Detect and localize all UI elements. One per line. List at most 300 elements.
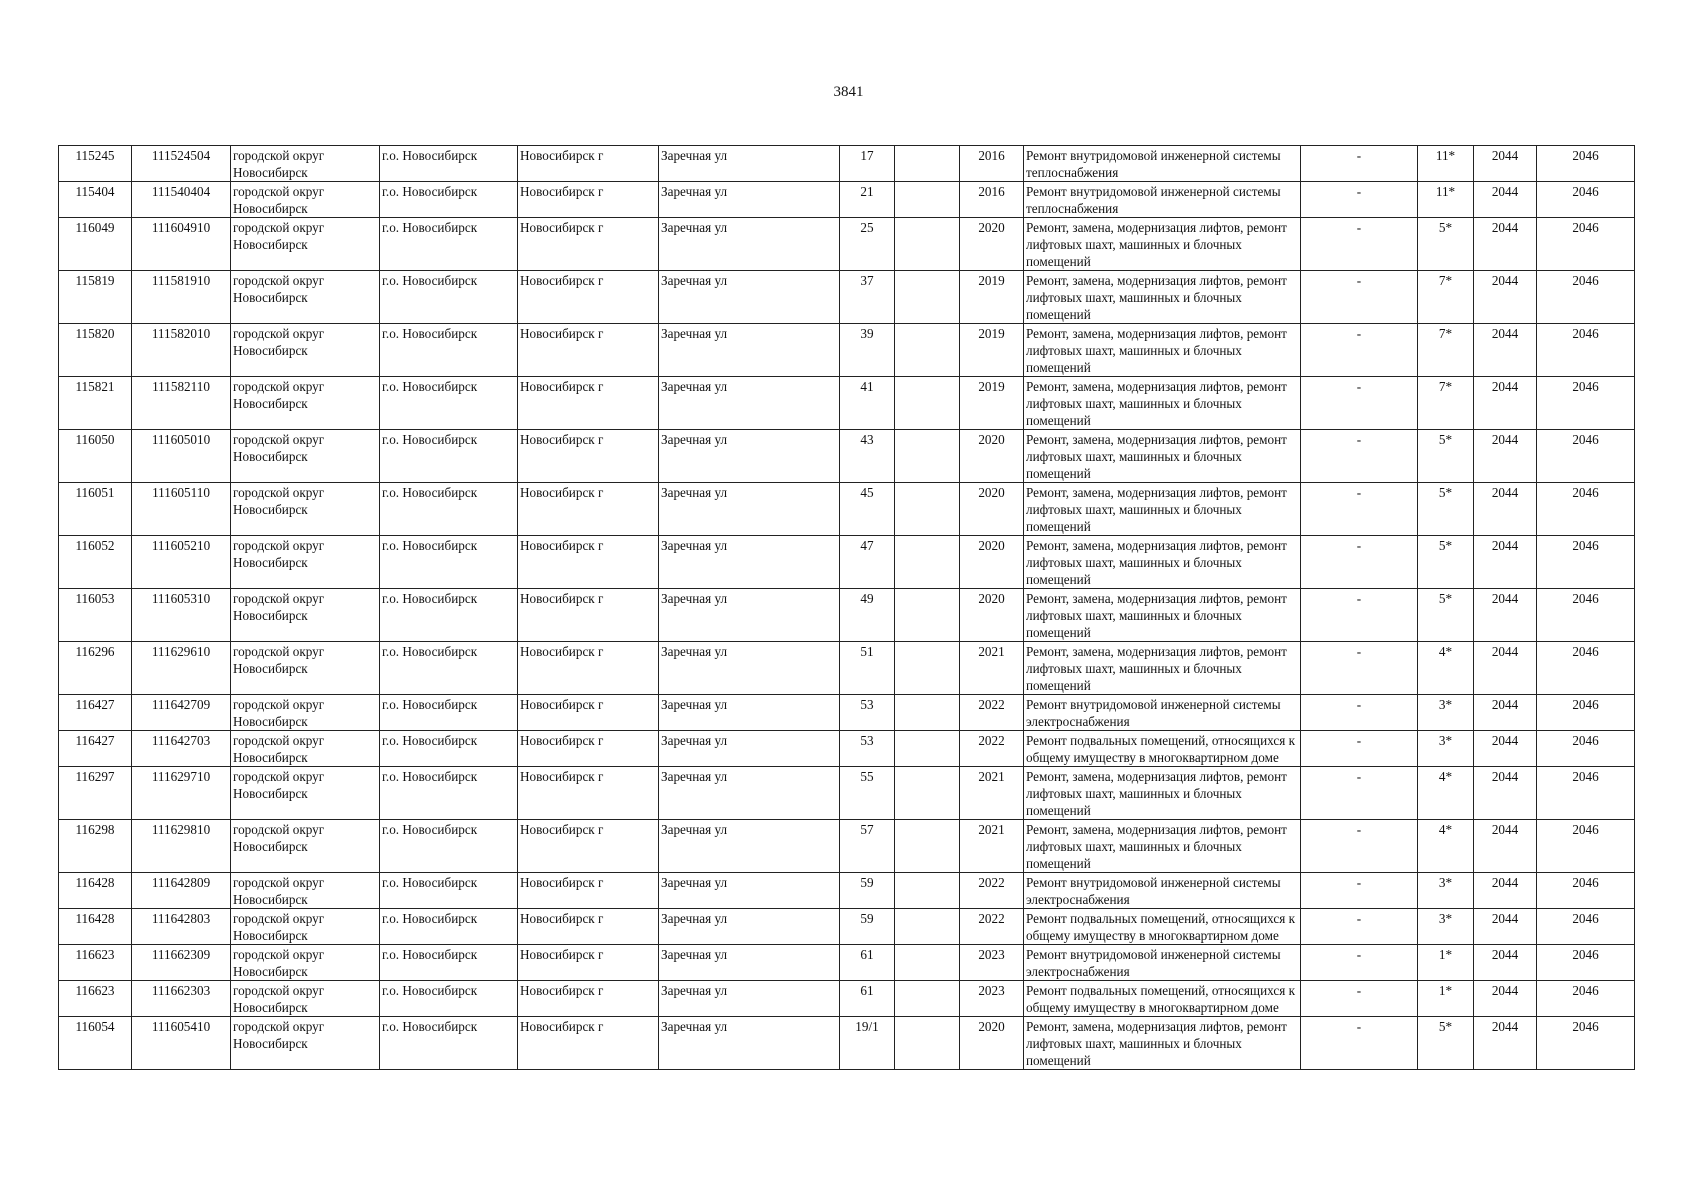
cell-year: 2020 (960, 483, 1024, 536)
cell-municipality: городской округ Новосибирск (231, 536, 380, 589)
cell-year: 2020 (960, 430, 1024, 483)
table-row (59, 182, 1635, 218)
cell-municipality: городской округ Новосибирск (231, 695, 380, 731)
cell-code: 111642803 (132, 909, 231, 945)
table-row (59, 909, 1635, 945)
cell-code: 111642703 (132, 731, 231, 767)
cell-code: 111540404 (132, 182, 231, 218)
cell-id: 116053 (59, 589, 132, 642)
cell-street: Заречная ул (659, 731, 840, 767)
cell-start-year: 2044 (1474, 820, 1537, 873)
cell-cost: - (1301, 873, 1418, 909)
cell-year: 2022 (960, 731, 1024, 767)
cell-score: 3* (1418, 909, 1474, 945)
cell-code: 111524504 (132, 146, 231, 182)
cell-municipality: городской округ Новосибирск (231, 642, 380, 695)
cell-house: 53 (840, 695, 895, 731)
cell-end-year: 2046 (1537, 909, 1635, 945)
cell-score: 3* (1418, 695, 1474, 731)
cell-building (895, 767, 960, 820)
cell-municipality: городской округ Новосибирск (231, 483, 380, 536)
cell-end-year: 2046 (1537, 873, 1635, 909)
cell-house: 37 (840, 271, 895, 324)
cell-building (895, 271, 960, 324)
cell-work-type: Ремонт подвальных помещений, относящихся к общему имуществу в многоквартирном доме (1024, 731, 1301, 767)
cell-settlement: г.о. Новосибирск (380, 981, 518, 1017)
cell-end-year: 2046 (1537, 695, 1635, 731)
cell-work-type: Ремонт, замена, модернизация лифтов, ремонт лифтовых шахт, машинных и блочных помещений (1024, 642, 1301, 695)
cell-id: 116623 (59, 981, 132, 1017)
cell-municipality: городской округ Новосибирск (231, 589, 380, 642)
cell-work-type: Ремонт, замена, модернизация лифтов, ремонт лифтовых шахт, машинных и блочных помещений (1024, 324, 1301, 377)
cell-cost: - (1301, 945, 1418, 981)
cell-settlement: г.о. Новосибирск (380, 377, 518, 430)
cell-work-type: Ремонт подвальных помещений, относящихся к общему имуществу в многоквартирном доме (1024, 909, 1301, 945)
cell-end-year: 2046 (1537, 981, 1635, 1017)
cell-end-year: 2046 (1537, 589, 1635, 642)
cell-year: 2021 (960, 642, 1024, 695)
cell-city: Новосибирск г (518, 945, 659, 981)
cell-year: 2020 (960, 589, 1024, 642)
cell-settlement: г.о. Новосибирск (380, 483, 518, 536)
cell-score: 1* (1418, 981, 1474, 1017)
cell-end-year: 2046 (1537, 271, 1635, 324)
cell-city: Новосибирск г (518, 146, 659, 182)
cell-settlement: г.о. Новосибирск (380, 218, 518, 271)
cell-municipality: городской округ Новосибирск (231, 324, 380, 377)
cell-building (895, 182, 960, 218)
cell-building (895, 483, 960, 536)
cell-end-year: 2046 (1537, 377, 1635, 430)
cell-house: 45 (840, 483, 895, 536)
cell-municipality: городской округ Новосибирск (231, 945, 380, 981)
cell-settlement: г.о. Новосибирск (380, 271, 518, 324)
cell-municipality: городской округ Новосибирск (231, 377, 380, 430)
registry-table (58, 145, 1635, 1070)
cell-id: 116298 (59, 820, 132, 873)
cell-street: Заречная ул (659, 536, 840, 589)
cell-house: 61 (840, 981, 895, 1017)
cell-house: 49 (840, 589, 895, 642)
cell-building (895, 218, 960, 271)
cell-id: 116623 (59, 945, 132, 981)
cell-cost: - (1301, 271, 1418, 324)
cell-id: 115245 (59, 146, 132, 182)
cell-city: Новосибирск г (518, 589, 659, 642)
cell-score: 5* (1418, 218, 1474, 271)
cell-street: Заречная ул (659, 430, 840, 483)
cell-start-year: 2044 (1474, 642, 1537, 695)
cell-code: 111605110 (132, 483, 231, 536)
cell-house: 17 (840, 146, 895, 182)
cell-building (895, 873, 960, 909)
table-row (59, 536, 1635, 589)
cell-city: Новосибирск г (518, 218, 659, 271)
cell-start-year: 2044 (1474, 218, 1537, 271)
cell-work-type: Ремонт внутридомовой инженерной системы теплоснабжения (1024, 182, 1301, 218)
cell-settlement: г.о. Новосибирск (380, 430, 518, 483)
cell-building (895, 536, 960, 589)
cell-score: 7* (1418, 324, 1474, 377)
cell-code: 111605010 (132, 430, 231, 483)
cell-house: 51 (840, 642, 895, 695)
cell-id: 115819 (59, 271, 132, 324)
cell-start-year: 2044 (1474, 271, 1537, 324)
table-row (59, 820, 1635, 873)
cell-start-year: 2044 (1474, 324, 1537, 377)
cell-house: 43 (840, 430, 895, 483)
cell-end-year: 2046 (1537, 483, 1635, 536)
cell-building (895, 430, 960, 483)
cell-year: 2022 (960, 873, 1024, 909)
cell-cost: - (1301, 642, 1418, 695)
table-row (59, 324, 1635, 377)
cell-code: 111662309 (132, 945, 231, 981)
cell-year: 2022 (960, 909, 1024, 945)
table-row (59, 1017, 1635, 1070)
cell-street: Заречная ул (659, 146, 840, 182)
cell-code: 111604910 (132, 218, 231, 271)
cell-id: 116428 (59, 909, 132, 945)
cell-city: Новосибирск г (518, 182, 659, 218)
cell-id: 115820 (59, 324, 132, 377)
cell-work-type: Ремонт подвальных помещений, относящихся к общему имуществу в многоквартирном доме (1024, 981, 1301, 1017)
cell-city: Новосибирск г (518, 731, 659, 767)
cell-score: 3* (1418, 731, 1474, 767)
cell-end-year: 2046 (1537, 642, 1635, 695)
cell-id: 115404 (59, 182, 132, 218)
cell-city: Новосибирск г (518, 1017, 659, 1070)
cell-municipality: городской округ Новосибирск (231, 218, 380, 271)
cell-cost: - (1301, 981, 1418, 1017)
cell-year: 2022 (960, 695, 1024, 731)
cell-start-year: 2044 (1474, 536, 1537, 589)
cell-building (895, 146, 960, 182)
cell-score: 4* (1418, 642, 1474, 695)
cell-street: Заречная ул (659, 182, 840, 218)
cell-work-type: Ремонт, замена, модернизация лифтов, ремонт лифтовых шахт, машинных и блочных помещений (1024, 271, 1301, 324)
cell-building (895, 589, 960, 642)
cell-settlement: г.о. Новосибирск (380, 767, 518, 820)
cell-end-year: 2046 (1537, 536, 1635, 589)
cell-score: 4* (1418, 767, 1474, 820)
cell-cost: - (1301, 767, 1418, 820)
cell-settlement: г.о. Новосибирск (380, 909, 518, 945)
cell-end-year: 2046 (1537, 945, 1635, 981)
cell-house: 59 (840, 873, 895, 909)
cell-end-year: 2046 (1537, 182, 1635, 218)
cell-start-year: 2044 (1474, 377, 1537, 430)
cell-cost: - (1301, 589, 1418, 642)
cell-score: 11* (1418, 146, 1474, 182)
cell-year: 2020 (960, 218, 1024, 271)
cell-settlement: г.о. Новосибирск (380, 1017, 518, 1070)
cell-work-type: Ремонт внутридомовой инженерной системы электроснабжения (1024, 945, 1301, 981)
cell-score: 5* (1418, 536, 1474, 589)
table-row (59, 218, 1635, 271)
cell-city: Новосибирск г (518, 820, 659, 873)
cell-work-type: Ремонт, замена, модернизация лифтов, ремонт лифтовых шахт, машинных и блочных помещений (1024, 483, 1301, 536)
cell-street: Заречная ул (659, 377, 840, 430)
cell-cost: - (1301, 536, 1418, 589)
table-row (59, 642, 1635, 695)
cell-city: Новосибирск г (518, 271, 659, 324)
cell-house: 55 (840, 767, 895, 820)
cell-municipality: городской округ Новосибирск (231, 767, 380, 820)
cell-house: 59 (840, 909, 895, 945)
cell-id: 116297 (59, 767, 132, 820)
cell-house: 53 (840, 731, 895, 767)
cell-code: 111642809 (132, 873, 231, 909)
cell-street: Заречная ул (659, 1017, 840, 1070)
table-row (59, 271, 1635, 324)
cell-building (895, 909, 960, 945)
page-number: 3841 (833, 84, 864, 100)
cell-city: Новосибирск г (518, 430, 659, 483)
cell-end-year: 2046 (1537, 767, 1635, 820)
cell-building (895, 820, 960, 873)
cell-cost: - (1301, 1017, 1418, 1070)
cell-building (895, 981, 960, 1017)
cell-code: 111629710 (132, 767, 231, 820)
cell-cost: - (1301, 731, 1418, 767)
table-row (59, 146, 1635, 182)
cell-work-type: Ремонт, замена, модернизация лифтов, ремонт лифтовых шахт, машинных и блочных помещений (1024, 377, 1301, 430)
cell-cost: - (1301, 430, 1418, 483)
cell-cost: - (1301, 483, 1418, 536)
cell-score: 1* (1418, 945, 1474, 981)
cell-end-year: 2046 (1537, 146, 1635, 182)
cell-id: 116428 (59, 873, 132, 909)
cell-cost: - (1301, 377, 1418, 430)
table-row (59, 695, 1635, 731)
cell-start-year: 2044 (1474, 146, 1537, 182)
cell-year: 2019 (960, 377, 1024, 430)
cell-score: 4* (1418, 820, 1474, 873)
cell-year: 2020 (960, 536, 1024, 589)
cell-end-year: 2046 (1537, 1017, 1635, 1070)
cell-start-year: 2044 (1474, 731, 1537, 767)
cell-municipality: городской округ Новосибирск (231, 873, 380, 909)
cell-house: 41 (840, 377, 895, 430)
cell-street: Заречная ул (659, 324, 840, 377)
cell-code: 111629610 (132, 642, 231, 695)
cell-score: 7* (1418, 377, 1474, 430)
cell-city: Новосибирск г (518, 873, 659, 909)
cell-start-year: 2044 (1474, 945, 1537, 981)
cell-settlement: г.о. Новосибирск (380, 324, 518, 377)
cell-id: 116051 (59, 483, 132, 536)
cell-settlement: г.о. Новосибирск (380, 642, 518, 695)
cell-score: 5* (1418, 589, 1474, 642)
cell-house: 21 (840, 182, 895, 218)
cell-work-type: Ремонт, замена, модернизация лифтов, ремонт лифтовых шахт, машинных и блочных помещений (1024, 1017, 1301, 1070)
table-row (59, 731, 1635, 767)
cell-year: 2020 (960, 1017, 1024, 1070)
cell-settlement: г.о. Новосибирск (380, 945, 518, 981)
cell-municipality: городской округ Новосибирск (231, 430, 380, 483)
cell-city: Новосибирск г (518, 483, 659, 536)
cell-cost: - (1301, 324, 1418, 377)
cell-city: Новосибирск г (518, 767, 659, 820)
registry-body (59, 146, 1635, 1070)
cell-city: Новосибирск г (518, 377, 659, 430)
cell-building (895, 642, 960, 695)
cell-house: 61 (840, 945, 895, 981)
cell-score: 5* (1418, 430, 1474, 483)
cell-house: 39 (840, 324, 895, 377)
cell-street: Заречная ул (659, 483, 840, 536)
cell-code: 111582110 (132, 377, 231, 430)
cell-id: 116054 (59, 1017, 132, 1070)
cell-work-type: Ремонт, замена, модернизация лифтов, ремонт лифтовых шахт, машинных и блочных помещений (1024, 589, 1301, 642)
table-row (59, 483, 1635, 536)
cell-settlement: г.о. Новосибирск (380, 589, 518, 642)
cell-id: 116052 (59, 536, 132, 589)
table-row (59, 945, 1635, 981)
cell-municipality: городской округ Новосибирск (231, 981, 380, 1017)
table-row (59, 767, 1635, 820)
cell-street: Заречная ул (659, 909, 840, 945)
cell-street: Заречная ул (659, 873, 840, 909)
cell-start-year: 2044 (1474, 483, 1537, 536)
cell-code: 111642709 (132, 695, 231, 731)
table-row (59, 377, 1635, 430)
cell-start-year: 2044 (1474, 873, 1537, 909)
table-row (59, 589, 1635, 642)
cell-code: 111662303 (132, 981, 231, 1017)
cell-code: 111605310 (132, 589, 231, 642)
cell-house: 57 (840, 820, 895, 873)
cell-cost: - (1301, 695, 1418, 731)
cell-municipality: городской округ Новосибирск (231, 271, 380, 324)
cell-start-year: 2044 (1474, 767, 1537, 820)
cell-municipality: городской округ Новосибирск (231, 820, 380, 873)
cell-street: Заречная ул (659, 767, 840, 820)
cell-work-type: Ремонт внутридомовой инженерной системы электроснабжения (1024, 695, 1301, 731)
cell-house: 19/1 (840, 1017, 895, 1070)
cell-city: Новосибирск г (518, 981, 659, 1017)
cell-street: Заречная ул (659, 271, 840, 324)
cell-id: 116296 (59, 642, 132, 695)
cell-building (895, 377, 960, 430)
cell-cost: - (1301, 218, 1418, 271)
cell-id: 116427 (59, 731, 132, 767)
cell-building (895, 945, 960, 981)
cell-code: 111581910 (132, 271, 231, 324)
cell-work-type: Ремонт, замена, модернизация лифтов, ремонт лифтовых шахт, машинных и блочных помещений (1024, 430, 1301, 483)
cell-building (895, 731, 960, 767)
cell-year: 2021 (960, 820, 1024, 873)
cell-municipality: городской округ Новосибирск (231, 909, 380, 945)
cell-score: 7* (1418, 271, 1474, 324)
table-row (59, 430, 1635, 483)
cell-end-year: 2046 (1537, 820, 1635, 873)
cell-score: 5* (1418, 483, 1474, 536)
cell-settlement: г.о. Новосибирск (380, 731, 518, 767)
cell-street: Заречная ул (659, 820, 840, 873)
cell-code: 111605410 (132, 1017, 231, 1070)
cell-cost: - (1301, 909, 1418, 945)
cell-year: 2019 (960, 271, 1024, 324)
cell-code: 111605210 (132, 536, 231, 589)
cell-end-year: 2046 (1537, 324, 1635, 377)
cell-city: Новосибирск г (518, 536, 659, 589)
cell-year: 2021 (960, 767, 1024, 820)
cell-building (895, 1017, 960, 1070)
cell-year: 2016 (960, 182, 1024, 218)
cell-building (895, 695, 960, 731)
cell-year: 2023 (960, 945, 1024, 981)
cell-city: Новосибирск г (518, 642, 659, 695)
cell-cost: - (1301, 146, 1418, 182)
cell-start-year: 2044 (1474, 182, 1537, 218)
cell-work-type: Ремонт, замена, модернизация лифтов, ремонт лифтовых шахт, машинных и блочных помещений (1024, 820, 1301, 873)
cell-id: 116427 (59, 695, 132, 731)
cell-municipality: городской округ Новосибирск (231, 146, 380, 182)
cell-municipality: городской округ Новосибирск (231, 731, 380, 767)
cell-score: 3* (1418, 873, 1474, 909)
table-row (59, 981, 1635, 1017)
cell-year: 2019 (960, 324, 1024, 377)
cell-street: Заречная ул (659, 642, 840, 695)
table-row (59, 873, 1635, 909)
cell-work-type: Ремонт, замена, модернизация лифтов, ремонт лифтовых шахт, машинных и блочных помещений (1024, 767, 1301, 820)
cell-work-type: Ремонт внутридомовой инженерной системы электроснабжения (1024, 873, 1301, 909)
cell-city: Новосибирск г (518, 695, 659, 731)
cell-cost: - (1301, 182, 1418, 218)
cell-settlement: г.о. Новосибирск (380, 695, 518, 731)
cell-street: Заречная ул (659, 218, 840, 271)
cell-work-type: Ремонт, замена, модернизация лифтов, ремонт лифтовых шахт, машинных и блочных помещений (1024, 536, 1301, 589)
cell-id: 116049 (59, 218, 132, 271)
cell-work-type: Ремонт, замена, модернизация лифтов, ремонт лифтовых шахт, машинных и блочных помещений (1024, 218, 1301, 271)
cell-municipality: городской округ Новосибирск (231, 1017, 380, 1070)
cell-cost: - (1301, 820, 1418, 873)
cell-end-year: 2046 (1537, 430, 1635, 483)
cell-start-year: 2044 (1474, 430, 1537, 483)
cell-settlement: г.о. Новосибирск (380, 536, 518, 589)
cell-building (895, 324, 960, 377)
cell-start-year: 2044 (1474, 981, 1537, 1017)
cell-code: 111629810 (132, 820, 231, 873)
cell-start-year: 2044 (1474, 695, 1537, 731)
cell-id: 116050 (59, 430, 132, 483)
cell-start-year: 2044 (1474, 909, 1537, 945)
cell-end-year: 2046 (1537, 731, 1635, 767)
cell-house: 47 (840, 536, 895, 589)
cell-settlement: г.о. Новосибирск (380, 873, 518, 909)
cell-house: 25 (840, 218, 895, 271)
cell-street: Заречная ул (659, 945, 840, 981)
cell-settlement: г.о. Новосибирск (380, 146, 518, 182)
cell-settlement: г.о. Новосибирск (380, 820, 518, 873)
cell-score: 5* (1418, 1017, 1474, 1070)
cell-year: 2023 (960, 981, 1024, 1017)
cell-city: Новосибирск г (518, 324, 659, 377)
cell-settlement: г.о. Новосибирск (380, 182, 518, 218)
cell-start-year: 2044 (1474, 1017, 1537, 1070)
cell-city: Новосибирск г (518, 909, 659, 945)
cell-municipality: городской округ Новосибирск (231, 182, 380, 218)
cell-start-year: 2044 (1474, 589, 1537, 642)
cell-work-type: Ремонт внутридомовой инженерной системы теплоснабжения (1024, 146, 1301, 182)
cell-end-year: 2046 (1537, 218, 1635, 271)
cell-score: 11* (1418, 182, 1474, 218)
cell-id: 115821 (59, 377, 132, 430)
cell-street: Заречная ул (659, 695, 840, 731)
cell-year: 2016 (960, 146, 1024, 182)
